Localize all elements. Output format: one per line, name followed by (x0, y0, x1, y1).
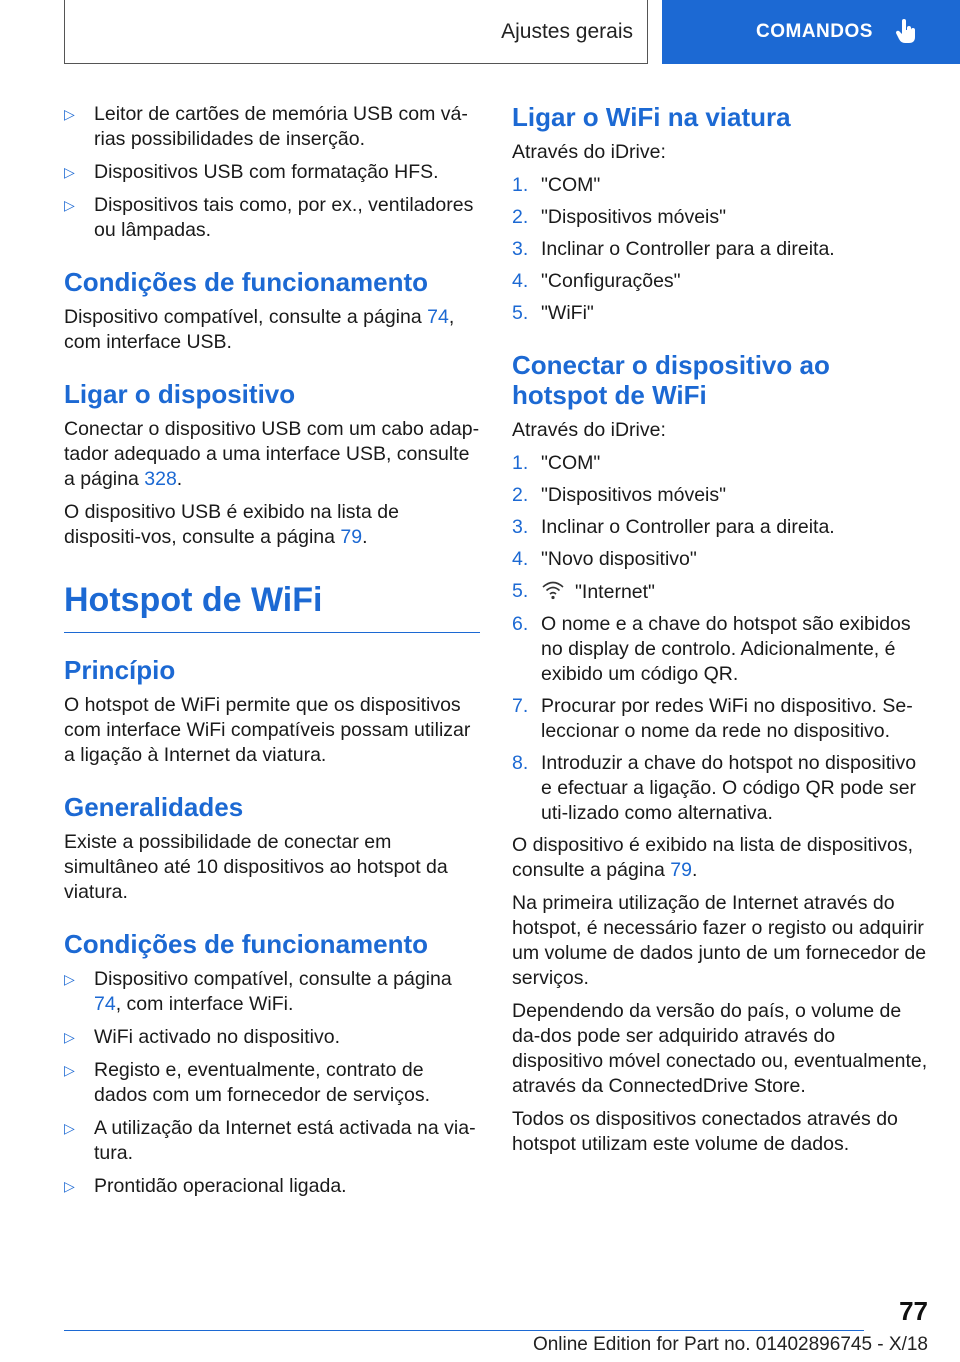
wifi-icon (541, 579, 565, 601)
step-item (512, 515, 928, 540)
step-item (512, 301, 928, 326)
step-text: "COM" (541, 452, 601, 474)
page-link[interactable]: 74 (94, 993, 116, 1015)
step-number: 1. (512, 452, 529, 474)
step-number: 3. (512, 516, 529, 538)
step-text: "COM" (541, 174, 601, 196)
list-item (64, 1025, 480, 1050)
heading-enable-wifi: Ligar o WiFi na viatura (512, 102, 791, 132)
header-chapter-tab (662, 0, 960, 64)
right-column (512, 102, 928, 1165)
step-item (512, 269, 928, 294)
step-number: 5. (512, 580, 529, 602)
bullet-text: WiFi activado no dispositivo. (94, 1026, 341, 1048)
bullet-text: Dispositivos tais como, por ex., ventiladores ou lâmpadas. (94, 194, 474, 241)
page-link[interactable]: 79 (340, 526, 363, 548)
step-item (512, 694, 928, 744)
step-number: 7. (512, 695, 529, 717)
step-text: "Dispositivos móveis" (541, 484, 727, 506)
paragraph: Através do iDrive: (512, 419, 666, 441)
bullet-triangle-icon: ▷ (64, 1029, 75, 1045)
paragraph: Na primeira utilização de Internet através do hotspot, é necessário fazer o registo ou adquirir um volume de dados junto de um fornecedor de serviços. (512, 892, 927, 989)
step-number: 8. (512, 752, 529, 774)
paragraph: Dispositivo compatível, consulte a página 74, com interface USB. (64, 306, 455, 353)
step-number: 5. (512, 302, 529, 324)
left-column (64, 102, 480, 1207)
page-link[interactable]: 79 (670, 859, 692, 881)
step-number: 1. (512, 174, 529, 196)
paragraph: O dispositivo é exibido na lista de dispositivos, consulte a página 79. (512, 834, 914, 881)
step-item (512, 173, 928, 198)
bullet-triangle-icon: ▷ (64, 1062, 75, 1078)
heading-connect-hotspot: Conectar o dispositivo ao hotspot de WiFi (512, 350, 830, 410)
bullet-text: Dispositivos USB com formatação HFS. (94, 161, 439, 183)
step-text: "Configurações" (541, 270, 681, 292)
bullet-triangle-icon: ▷ (64, 1178, 75, 1194)
step-item (512, 579, 928, 605)
step-number: 3. (512, 238, 529, 260)
step-item (512, 547, 928, 572)
step-number: 2. (512, 484, 529, 506)
bullet-text: Registo e, eventualmente, contrato de dados com um fornecedor de serviços. (94, 1059, 430, 1106)
step-text: Introduzir a chave do hotspot no dispositivo e efectuar a ligação. O código QR pode ser uti-lizado como alternativa. (541, 752, 917, 824)
list-item (64, 160, 480, 185)
bullet-text: Prontidão operacional ligada. (94, 1175, 347, 1197)
header-section-title: Ajustes gerais (501, 19, 633, 43)
header-chapter-title: COMANDOS (756, 21, 873, 42)
bullet-text: Dispositivo compatível, consulte a página 74, com interface WiFi. (94, 968, 452, 1015)
paragraph: Dependendo da versão do país, o volume de da-dos pode ser adquirido através do dispositivo móvel conectado ou, eventualmente, através da ConnectedDrive Store. (512, 1000, 928, 1097)
step-text: Procurar por redes WiFi no dispositivo. Se-leccionar o nome da rede no dispositivo. (541, 695, 913, 742)
step-item (512, 205, 928, 230)
paragraph: O hotspot de WiFi permite que os dispositivos com interface WiFi compatíveis possam utilizar a ligação à Internet da viatura. (64, 694, 471, 766)
step-text: Inclinar o Controller para a direita. (541, 516, 835, 538)
list-item (64, 1058, 480, 1108)
step-number: 4. (512, 270, 529, 292)
hand-pointer-icon (895, 19, 917, 45)
paragraph: O dispositivo USB é exibido na lista de dispositi-vos, consulte a página 79. (64, 501, 399, 548)
heading-wifi-hotspot: Hotspot de WiFi (64, 580, 480, 633)
bullet-triangle-icon: ▷ (64, 164, 75, 180)
step-text: O nome e a chave do hotspot são exibidos no display de controlo. Adicionalmente, é exibido um código QR. (541, 613, 911, 685)
bullet-triangle-icon: ▷ (64, 1120, 75, 1136)
heading-conditions-wifi: Condições de funcionamento (64, 929, 429, 959)
step-number: 2. (512, 206, 529, 228)
heading-conditions: Condições de funcionamento (64, 267, 429, 297)
paragraph: Todos os dispositivos conectados através do hotspot utilizam este volume de dados. (512, 1108, 898, 1155)
list-item (64, 102, 480, 152)
list-item (64, 1174, 480, 1199)
page-link[interactable]: 74 (427, 306, 449, 328)
heading-connect-device: Ligar o dispositivo (64, 379, 296, 409)
bullet-text: A utilização da Internet está activada na via-tura. (94, 1117, 476, 1164)
step-text: "Novo dispositivo" (541, 548, 697, 570)
header-section-box (64, 0, 648, 64)
heading-general: Generalidades (64, 792, 244, 822)
step-item (512, 483, 928, 508)
list-item (64, 967, 480, 1017)
footer-edition: Online Edition for Part no. 01402896745 - X/18 (532, 1334, 928, 1355)
list-item (64, 193, 480, 243)
bullet-text: Leitor de cartões de memória USB com vá-rias possibilidades de inserção. (94, 103, 468, 150)
page-link[interactable]: 328 (144, 468, 177, 490)
step-item (512, 612, 928, 687)
step-text: "Internet" (541, 579, 655, 605)
page-number: 77 (899, 1296, 928, 1326)
step-item (512, 751, 928, 826)
footer-divider (64, 1330, 864, 1331)
step-number: 6. (512, 613, 529, 635)
bullet-triangle-icon: ▷ (64, 106, 75, 122)
bullet-triangle-icon: ▷ (64, 197, 75, 213)
paragraph: Existe a possibilidade de conectar em simultâneo até 10 dispositivos ao hotspot da viatura. (64, 831, 448, 903)
step-number: 4. (512, 548, 529, 570)
step-item (512, 237, 928, 262)
heading-principle: Princípio (64, 655, 176, 685)
bullet-triangle-icon: ▷ (64, 971, 75, 987)
list-item (64, 1116, 480, 1166)
step-text: Inclinar o Controller para a direita. (541, 238, 835, 260)
step-text: "Dispositivos móveis" (541, 206, 727, 228)
step-text: "WiFi" (541, 302, 594, 324)
paragraph: Através do iDrive: (512, 141, 666, 163)
paragraph: Conectar o dispositivo USB com um cabo adap-tador adequado a uma interface USB, consulte a página 328. (64, 418, 480, 490)
step-item (512, 451, 928, 476)
